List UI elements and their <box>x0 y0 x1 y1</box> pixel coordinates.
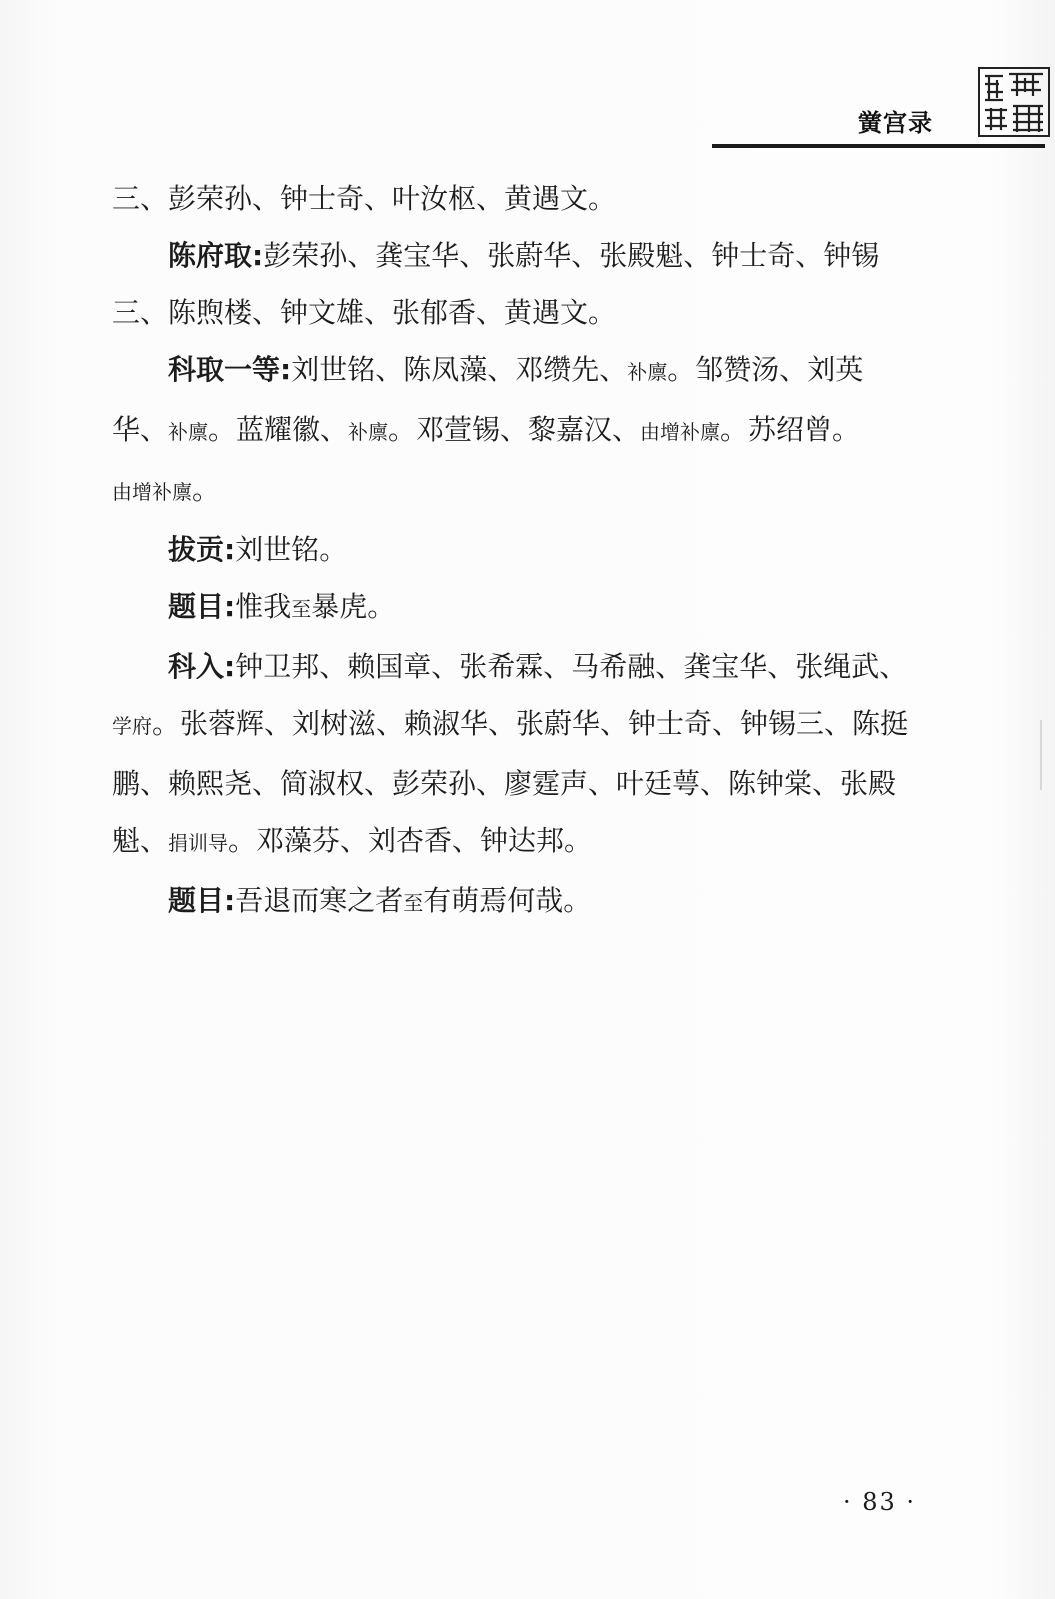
annotation-note: 补廪 <box>168 420 209 444</box>
text-run: 华、 <box>112 413 169 446</box>
text-run: 刘世铭、陈凤藻、邓缵先、 <box>291 353 628 386</box>
section-label: 科入: <box>168 650 236 683</box>
text-run: 暴虎。 <box>311 590 396 623</box>
annotation-note: 补廪 <box>627 360 668 384</box>
text-run: 三、彭荣孙、钟士奇、叶汝枢、黄遇文。 <box>112 182 617 215</box>
text-run: 惟我 <box>235 590 292 623</box>
annotation-note: 由增补廪 <box>112 480 192 504</box>
text-run: 魁、 <box>112 824 169 857</box>
annotation-note: 学府 <box>112 714 152 738</box>
text-run: 刘世铭。 <box>235 533 348 566</box>
text-line <box>112 401 942 461</box>
text-run: 钟卫邦、赖国章、张希霖、马希融、龚宝华、张绳武、 <box>235 650 908 683</box>
text-line <box>112 578 942 638</box>
text-run: 三、陈煦楼、钟文雄、张郁香、黄遇文。 <box>112 296 617 329</box>
page-edge-shadow <box>1040 720 1042 790</box>
text-run: 。邓萱锡、黎嘉汉、 <box>388 413 641 446</box>
text-run: 。蓝耀徽、 <box>208 413 349 446</box>
text-line <box>112 755 942 812</box>
body-text <box>112 170 942 932</box>
text-line <box>112 638 942 695</box>
section-label: 陈府取: <box>168 239 264 272</box>
running-header-title: 黉宫录 <box>858 109 933 137</box>
text-line <box>112 695 942 755</box>
annotation-note: 由增补廪 <box>640 420 721 444</box>
annotation-note: 至 <box>403 891 424 915</box>
text-run: 彭荣孙、龚宝华、张蔚华、张殿魁、钟士奇、钟锡 <box>263 239 880 272</box>
text-line <box>112 227 942 284</box>
text-line <box>112 284 942 341</box>
page-number: · 83 · <box>843 1488 917 1516</box>
section-label: 科取一等: <box>168 353 292 386</box>
text-run: 。张蓉辉、刘树滋、赖淑华、张蔚华、钟士奇、钟锡三、陈挺 <box>152 707 909 740</box>
text-line <box>112 812 942 872</box>
text-run: 。邹赞汤、刘英 <box>667 353 864 386</box>
section-label: 题目: <box>168 590 236 623</box>
text-run: 。 <box>192 473 221 506</box>
text-line <box>112 341 942 401</box>
seal-stamp-icon <box>977 66 1051 138</box>
text-line <box>112 170 942 227</box>
section-label: 拔贡: <box>168 533 236 566</box>
header-rule <box>712 144 1045 148</box>
text-run: 有萌焉何哉。 <box>423 884 592 917</box>
text-run: 吾退而寒之者 <box>235 884 404 917</box>
text-line <box>112 872 942 932</box>
annotation-note: 捐训导 <box>168 831 229 855</box>
annotation-note: 至 <box>291 597 312 621</box>
annotation-note: 补廪 <box>348 420 389 444</box>
section-label: 题目: <box>168 884 236 917</box>
text-run: 。邓藻芬、刘杏香、钟达邦。 <box>228 824 593 857</box>
text-run: 。苏绍曾。 <box>720 413 861 446</box>
text-line <box>112 521 942 578</box>
text-run: 鹏、赖熙尧、简淑权、彭荣孙、廖霆声、叶廷萼、陈钟棠、张殿 <box>112 767 897 800</box>
text-line <box>112 461 942 521</box>
